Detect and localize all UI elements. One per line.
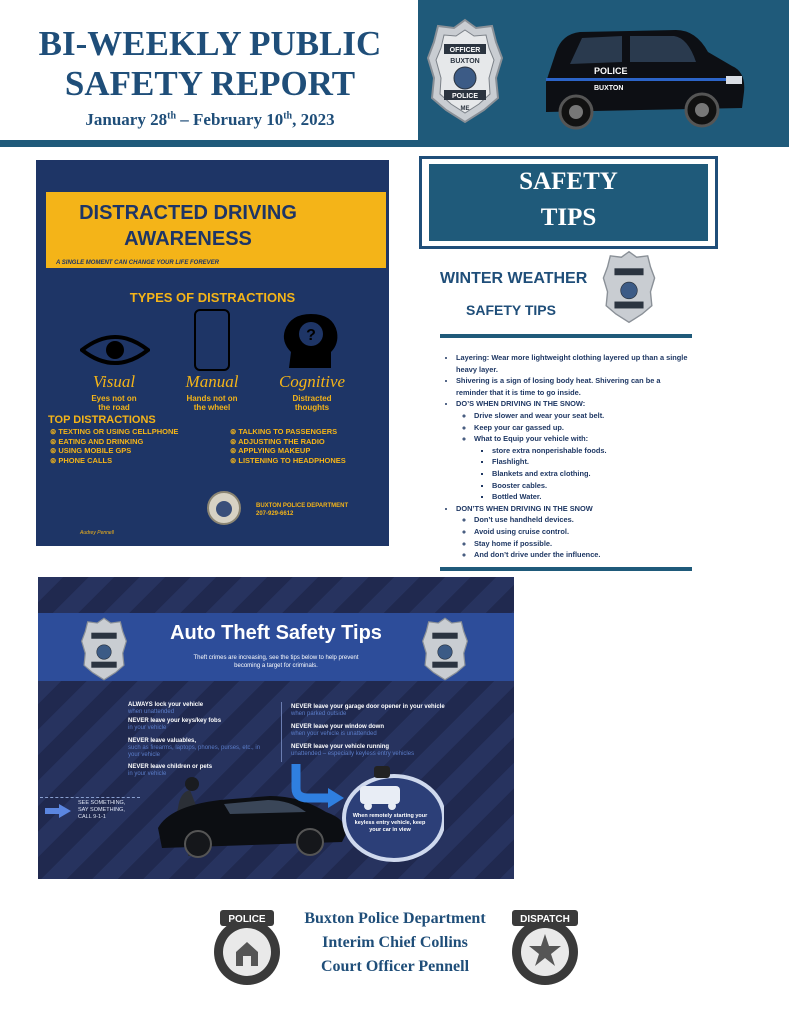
type-visual-desc [64,394,164,412]
keyless-entry-illustration [288,762,444,862]
police-suv-image [536,22,748,134]
tip-main: NEVER leave children or pets [128,764,213,770]
report-date-range [14,110,406,130]
tip-sub: such as firearms, laptops, phones, purses, etc., in your vehicle [128,745,261,758]
safety-tips-title-line1: SAFETY [519,168,618,195]
list-item: ▪ Bottled Water. [492,491,694,503]
distracted-driving-poster [36,160,389,546]
tip-main: NEVER leave your vehicle running [291,744,390,750]
see-line2: SAY SOMETHING, [78,807,125,813]
tip-main: NEVER leave valuables, [128,738,197,744]
type-manual-name: Manual [185,372,239,391]
footer-department: Buxton Police Department [304,910,486,927]
poster-department-name: BUXTON POLICE DEPARTMENT [256,503,349,509]
theft-column-divider [281,702,282,762]
theft-tip-left-2 [128,718,263,732]
safety-tips-title [429,164,708,236]
tip-main: NEVER leave your garage door opener in your vehicle [291,704,445,710]
theft-tip-right-2 [291,724,461,738]
date-end-suffix: th [283,110,293,122]
police-seal-label: POLICE [228,914,266,925]
theft-tip-right-3 [291,744,461,758]
theft-tip-right-1 [291,704,461,718]
list-item: ◦ Don’t use handheld devices. [474,514,694,526]
winter-heading-line2: SAFETY TIPS [466,302,556,318]
keyless-entry-text: When remotely starting your keyless entry vehicle, keep your car in view [352,813,428,833]
winter-heading-line1: WINTER WEATHER [440,270,588,287]
list-item: ⊚ APPLYING MAKEUP [230,446,346,456]
tip-sub: when your vehicle is unattended [291,731,377,737]
list-item: ◦ Drive slower and wear your seat belt. [474,410,694,422]
list-item [474,433,694,503]
list-item: ⊚ ADJUSTING THE RADIO [230,437,346,447]
arrow-right-icon [45,804,71,818]
theft-tip-left-3 [128,738,263,759]
auto-theft-subtitle: Theft crimes are increasing, see the tips below to help prevent becoming a target for criminals. [193,655,359,669]
date-separator: – February 10 [176,110,284,129]
report-title-line1: BI-WEEKLY PUBLIC [38,24,382,63]
tip-sub: in your vehicle [128,771,167,777]
list-item: ⊚ TEXTING OR USING CELLPHONE [50,427,178,437]
see-something-text [78,800,125,821]
type-visual-desc-line2: the road [98,403,130,412]
tip-sub: when unattended [128,709,175,715]
see-line3: CALL 9-1-1 [78,814,106,820]
see-something-divider [40,797,140,799]
donts-heading: DON’TS WHEN DRIVING IN THE SNOW [456,503,593,513]
type-manual-desc [162,394,262,412]
list-item: ◦ Avoid using cruise control. [474,526,694,538]
poster-title-line2: AWARENESS [124,228,252,250]
poster-title [48,200,328,252]
tip-sub: in your vehicle [128,725,167,731]
tip-main: NEVER leave your keys/key fobs [128,718,222,724]
list-item: ▪ store extra nonperishable foods. [492,445,694,457]
list-item: ▪ Flashlight. [492,456,694,468]
report-title [14,24,406,104]
date-start: January 28 [85,110,168,129]
header-divider [0,140,789,147]
type-visual-desc-line1: Eyes not on [91,394,137,403]
dos-heading: DO’S WHEN DRIVING IN THE SNOW: [456,399,586,409]
tip-sub: unattended – especially keyless entry vehicles [291,751,415,757]
list-item [456,398,694,502]
type-cognitive-desc-line1: Distracted [292,394,332,403]
safety-tips-title-line2: TIPS [540,204,597,231]
badge-bottom-text: POLICE [451,93,479,100]
footer-credits [280,907,510,979]
list-item: ◦ Keep your car gassed up. [474,422,694,434]
eye-icon [80,330,150,370]
type-manual-desc-line1: Hands not on [186,394,238,403]
report-title-line2: SAFETY REPORT [64,64,356,103]
list-item: ▪ Booster cables. [492,480,694,492]
type-cognitive-desc-line2: thoughts [294,403,330,412]
list-item: ◦ And don’t drive under the influence. [474,549,694,561]
poster-department-phone: 207-929-6612 [256,511,294,517]
list-item [456,503,694,561]
poster-title-line1: DISTRACTED DRIVING [79,202,297,224]
dispatch-seal-icon [508,908,582,988]
list-item: ⊚ EATING AND DRINKING [50,437,178,447]
police-seal-icon [212,908,282,988]
list-item: ⊚ LISTENING TO HEADPHONES [230,456,346,466]
winter-rule-bottom [440,567,692,571]
list-item: ⊚ TALKING TO PASSENGERS [230,427,346,437]
top-distractions-right [230,427,346,465]
types-heading: TYPES OF DISTRACTIONS [129,290,296,305]
list-item: • Layering: Wear more lightweight clothing layered up than a single heavy layer. [456,352,694,375]
badge-top-text: OFFICER [449,47,481,54]
footer-court-officer: Court Officer Pennell [320,958,470,975]
type-manual-desc-line2: the wheel [193,403,231,412]
tip-main: ALWAYS lock your vehicle [128,702,204,708]
winter-badge-icon [602,250,656,324]
equip-heading: What to Equip your vehicle with: [474,434,589,444]
type-visual-name: Visual [92,372,136,391]
see-line1: SEE SOMETHING, [78,800,126,806]
list-item: ⊚ USING MOBILE GPS [50,446,178,456]
tip-main: NEVER leave your window down [291,724,385,730]
suv-side-text: BUXTON [594,85,624,92]
poster-tagline: A SINGLE MOMENT CAN CHANGE YOUR LIFE FOREVER [56,260,220,266]
type-cognitive-name: Cognitive [278,372,346,391]
suv-door-text: POLICE [594,66,628,76]
date-start-suffix: th [167,110,177,122]
auto-theft-title: Auto Theft Safety Tips [170,622,382,644]
winter-rule-top [440,334,692,338]
list-item: • Shivering is a sign of losing body heat. Shivering can be a reminder that it is time to go inside. [456,375,694,398]
list-item: ⊚ PHONE CALLS [50,456,178,466]
phone-icon [193,308,231,372]
police-badge-icon [426,18,504,124]
badge-state-text: ME [460,106,470,112]
list-item: ◦ Stay home if possible. [474,538,694,550]
theft-tip-left-1 [128,702,263,716]
top-distractions-left [50,427,178,465]
poster-signature: Audrey Pennell [80,530,114,536]
type-cognitive-desc [262,394,362,412]
head-thought-icon [281,312,343,370]
tip-sub: when parked outside [291,711,347,717]
poster-department [256,502,348,518]
top-distractions-heading: TOP DISTRACTIONS [48,414,156,426]
thought-glyph: ? [306,327,316,344]
badge-town-text: BUXTON [450,58,480,65]
dispatch-seal-label: DISPATCH [520,914,570,925]
footer-chief: Interim Chief Collins [322,934,468,951]
poster-seal-icon [206,490,242,526]
list-item: ▪ Blankets and extra clothing. [492,468,694,480]
date-year: , 2023 [292,110,335,129]
winter-tips-list [444,352,694,561]
